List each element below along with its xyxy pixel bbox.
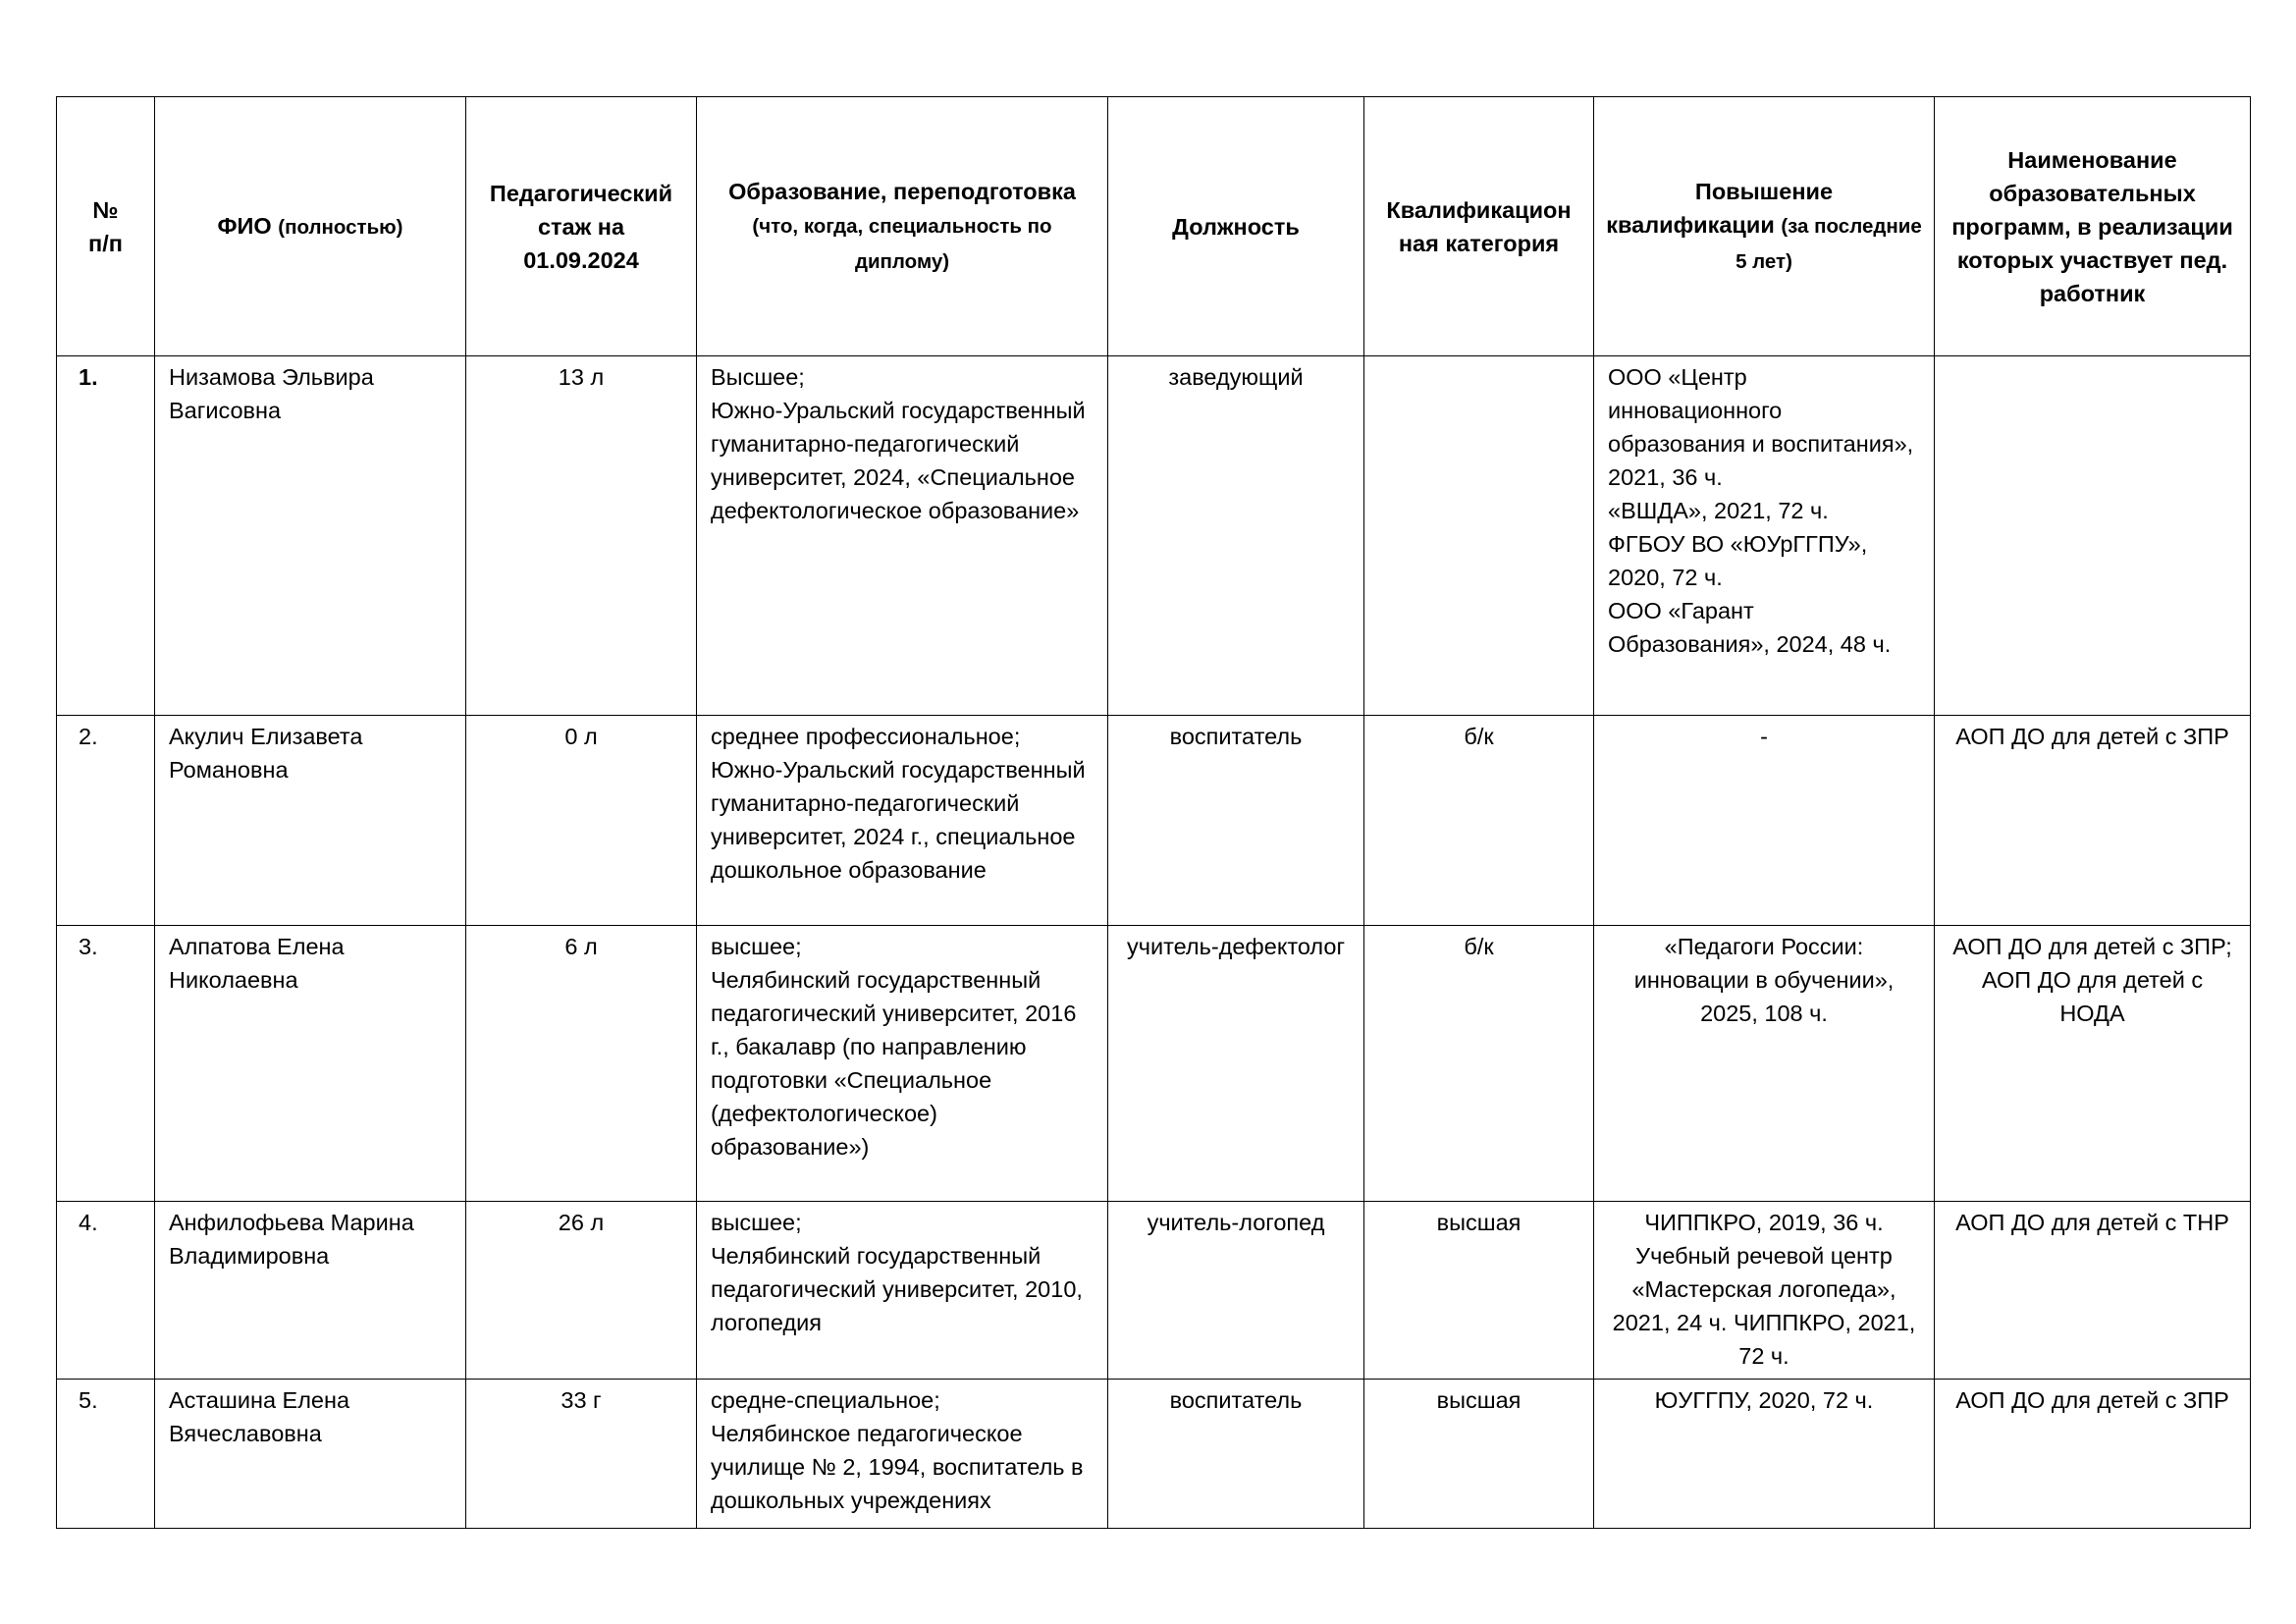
category-cell: высшая [1364,1380,1594,1529]
category-cell: б/к [1364,926,1594,1202]
position-cell: заведующий [1108,356,1364,716]
full-name-cell: Алпатова Елена Николаевна [155,926,466,1202]
row-number-cell: 3. [57,926,155,1202]
programs-cell: АОП ДО для детей с ЗПР; АОП ДО для детей с НОДА [1935,926,2251,1202]
header-row [57,97,2251,356]
full-name-cell: Анфилофьева Марина Владимировна [155,1202,466,1380]
full-name-cell: Асташина Елена Вячеславовна [155,1380,466,1529]
full-name-cell: Низамова Эльвира Вагисовна [155,356,466,716]
row-number-cell: 1. [57,356,155,716]
position-cell: воспитатель [1108,716,1364,926]
training-cell: «Педагоги России: инновации в обучении», 2025, 108 ч. [1594,926,1935,1202]
table-row [57,1202,2251,1380]
header-category: Квалификацион ная категория [1364,97,1594,356]
experience-cell: 6 л [466,926,697,1202]
position-cell: учитель-логопед [1108,1202,1364,1380]
header-programs: Наименование образовательных программ, в реализации которых участвует пед. работник [1935,97,2251,356]
row-number-cell: 5. [57,1380,155,1529]
education-cell: среднее профессиональное; Южно-Уральский государственный гуманитарно-педагогический университет, 2024 г., специальное дошкольное образование [697,716,1108,926]
header-training: Повышение квалификации (за последние 5 лет) [1594,97,1935,356]
row-number-cell: 2. [57,716,155,926]
header-position: Должность [1108,97,1364,356]
table-row [57,716,2251,926]
programs-cell: АОП ДО для детей с ЗПР [1935,716,2251,926]
category-cell: высшая [1364,1202,1594,1380]
experience-cell: 13 л [466,356,697,716]
full-name-cell: Акулич Елизавета Романовна [155,716,466,926]
experience-cell: 33 г [466,1380,697,1529]
training-cell: ООО «Центр инновационного образования и воспитания», 2021, 36 ч. «ВШДА», 2021, 72 ч. ФГБОУ ВО «ЮУрГГПУ», 2020, 72 ч. ООО «Гарант Образования», 2024, 48 ч. [1594,356,1935,716]
experience-cell: 0 л [466,716,697,926]
programs-cell: АОП ДО для детей с ТНР [1935,1202,2251,1380]
category-cell: б/к [1364,716,1594,926]
table-row [57,356,2251,716]
staff-table [56,96,2251,1529]
programs-cell [1935,356,2251,716]
table-body [57,356,2251,1529]
position-cell: учитель-дефектолог [1108,926,1364,1202]
training-cell: ЧИППКРО, 2019, 36 ч. Учебный речевой центр «Мастерская логопеда», 2021, 24 ч. ЧИППКРО, 2021, 72 ч. [1594,1202,1935,1380]
education-cell: высшее; Челябинский государственный педагогический университет, 2016 г., бакалавр (по направлению подготовки «Специальное (дефектологическое) образование») [697,926,1108,1202]
header-fio: ФИО (полностью) [155,97,466,356]
table-row [57,926,2251,1202]
header-experience: Педагогический стаж на 01.09.2024 [466,97,697,356]
header-education: Образование, переподготовка (что, когда, специальность по диплому) [697,97,1108,356]
position-cell: воспитатель [1108,1380,1364,1529]
experience-cell: 26 л [466,1202,697,1380]
row-number-cell: 4. [57,1202,155,1380]
education-cell: средне-специальное; Челябинское педагогическое училище № 2, 1994, воспитатель в дошкольных учреждениях [697,1380,1108,1529]
category-cell [1364,356,1594,716]
training-cell: ЮУГГПУ, 2020, 72 ч. [1594,1380,1935,1529]
table-row [57,1380,2251,1529]
training-cell: - [1594,716,1935,926]
programs-cell: АОП ДО для детей с ЗПР [1935,1380,2251,1529]
header-num: № п/п [57,97,155,356]
education-cell: высшее; Челябинский государственный педагогический университет, 2010, логопедия [697,1202,1108,1380]
education-cell: Высшее; Южно-Уральский государственный гуманитарно-педагогический университет, 2024, «Специальное дефектологическое образование» [697,356,1108,716]
